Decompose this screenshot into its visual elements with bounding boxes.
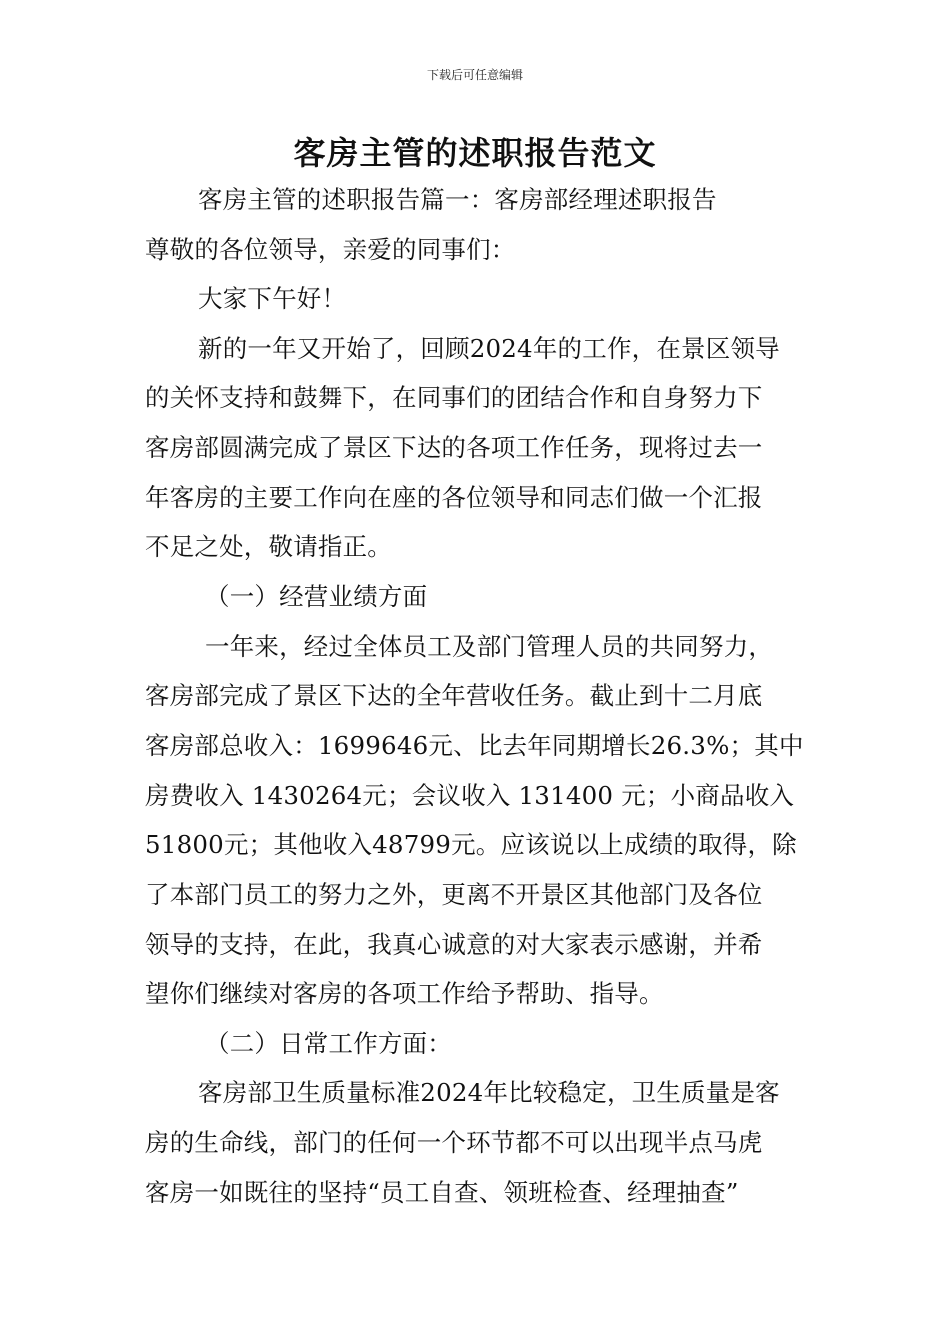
- paragraph-line: 望你们继续对客房的各项工作给予帮助、指导。: [145, 979, 664, 1008]
- paragraph-line: 的关怀支持和鼓舞下，在同事们的团结合作和自身努力下: [145, 383, 763, 412]
- paragraph-line: 客房一如既往的坚持“员工自查、领班检查、经理抽查”: [145, 1178, 739, 1207]
- header-note: 下载后可任意编辑: [426, 68, 523, 82]
- paragraph-line: 一年来，经过全体员工及部门管理人员的共同努力，: [205, 632, 774, 661]
- paragraph-line: 大家下午好！: [198, 284, 347, 313]
- paragraph-line: 尊敬的各位领导，亲爱的同事们：: [145, 235, 516, 264]
- paragraph-line: 客房部完成了景区下达的全年营收任务。截止到十二月底: [145, 681, 763, 710]
- paragraph-line: 年客房的主要工作向在座的各位领导和同志们做一个汇报: [145, 483, 763, 512]
- section-heading: （一）经营业绩方面: [205, 582, 428, 611]
- paragraph-line: 客房部卫生质量标准2024年比较稳定，卫生质量是客: [198, 1078, 780, 1107]
- paragraph-line: 房费收入 1430264元；会议收入 131400 元；小商品收入: [145, 781, 795, 810]
- page-title: 客房主管的述职报告范文: [293, 134, 657, 172]
- paragraph-line: 了本部门员工的努力之外，更离不开景区其他部门及各位: [145, 880, 763, 909]
- paragraph-line: 客房主管的述职报告篇一：客房部经理述职报告: [198, 185, 717, 214]
- paragraph-line: 房的生命线，部门的任何一个环节都不可以出现半点马虎: [145, 1128, 763, 1157]
- section-heading: （二）日常工作方面：: [205, 1029, 452, 1058]
- paragraph-line: 客房部总收入：1699646元、比去年同期增长26.3%；其中: [145, 731, 804, 760]
- paragraph-line: 51800元；其他收入48799元。应该说以上成绩的取得，除: [145, 830, 797, 859]
- paragraph-line: 不足之处，敬请指正。: [145, 532, 392, 561]
- paragraph-line: 客房部圆满完成了景区下达的各项工作任务，现将过去一: [145, 433, 763, 462]
- paragraph-line: 领导的支持，在此，我真心诚意的对大家表示感谢，并希: [145, 930, 763, 959]
- paragraph-line: 新的一年又开始了，回顾2024年的工作，在景区领导: [198, 334, 780, 363]
